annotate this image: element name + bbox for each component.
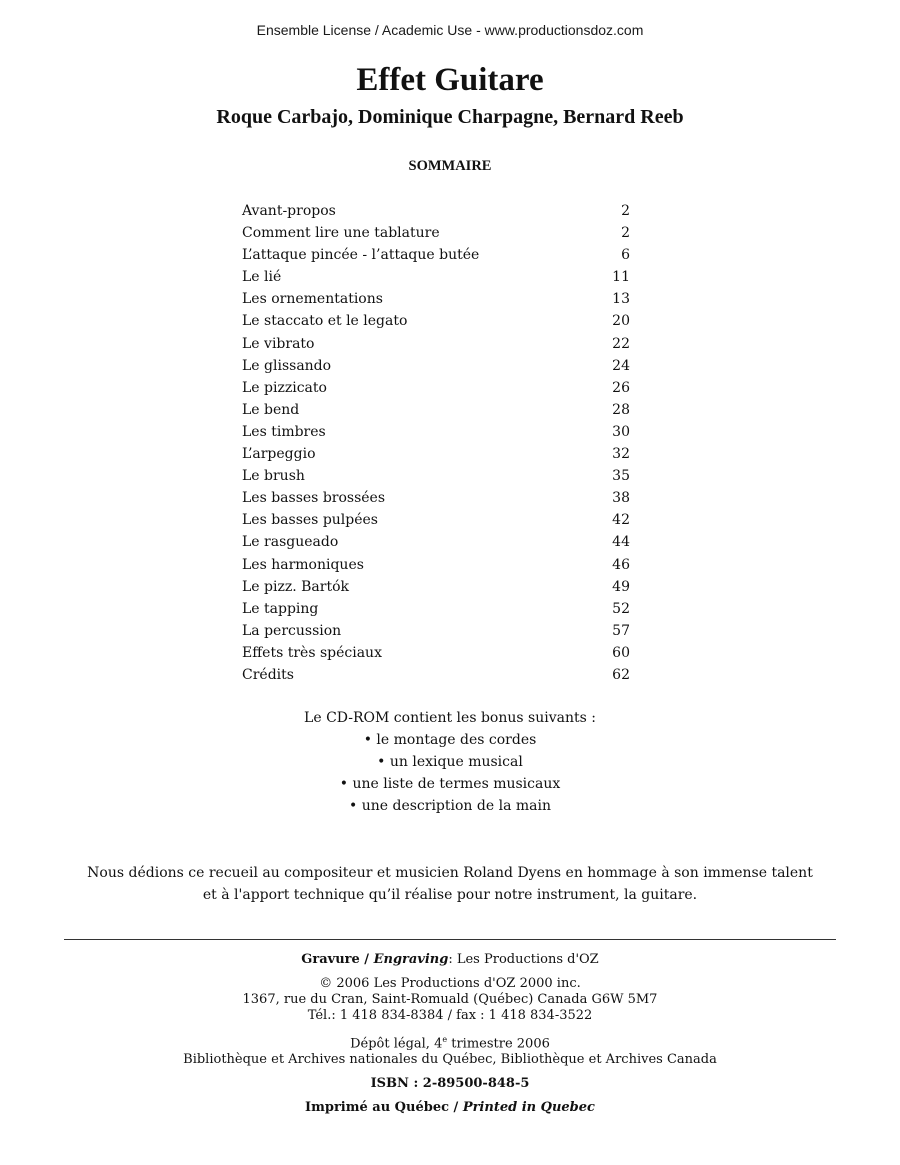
legal-deposit: Dépôt légal, 4e trimestre 2006: [350, 1035, 550, 1052]
toc-entry-page: 60: [612, 644, 630, 661]
toc-entry: [242, 576, 630, 598]
toc-entry-page: 28: [612, 401, 630, 418]
license-header: Ensemble License / Academic Use - www.productionsdoz.com: [256, 22, 644, 38]
cdrom-bonus: • le montage des cordes: [363, 732, 537, 748]
toc-entry-label: Le pizzicato: [242, 379, 327, 396]
table-of-contents: [242, 200, 630, 686]
toc-entry: [242, 288, 630, 310]
toc-entry: [242, 554, 630, 576]
toc-entry-page: 6: [621, 247, 630, 264]
dedication: [0, 862, 900, 906]
toc-entry-label: La percussion: [242, 622, 342, 639]
copyright: © 2006 Les Productions d'OZ 2000 inc.: [319, 976, 581, 991]
credits-block: [0, 952, 900, 1116]
toc-entry: [242, 620, 630, 642]
toc-entry-page: 38: [612, 490, 630, 507]
engraving-label: Gravure /: [301, 952, 374, 967]
toc-entry-label: Le pizz. Bartók: [242, 578, 349, 595]
toc-entry-label: Les basses brossées: [242, 490, 386, 507]
cdrom-intro: Le CD-ROM contient les bonus suivants :: [304, 710, 596, 726]
libraries: Bibliothèque et Archives nationales du Québec, Bibliothèque et Archives Canada: [183, 1052, 717, 1068]
toc-entry-label: Les harmoniques: [242, 556, 364, 573]
toc-entry-label: Les timbres: [242, 423, 326, 440]
book-title: Effet Guitare: [356, 62, 544, 98]
toc-entry: [242, 355, 630, 377]
dedication-line: Nous dédions ce recueil au compositeur et musicien Roland Dyens en hommage à son immense talent: [87, 865, 813, 881]
toc-entry: [242, 310, 630, 332]
toc-entry-label: Le vibrato: [242, 335, 315, 352]
toc-entry: [242, 200, 630, 222]
toc-entry-label: Le glissando: [242, 357, 332, 374]
toc-entry: [242, 531, 630, 553]
isbn: ISBN : 2-89500-848-5: [370, 1076, 530, 1092]
toc-entry-label: Le rasgueado: [242, 534, 339, 551]
toc-entry-label: Les ornementations: [242, 291, 383, 308]
toc-entry: [242, 642, 630, 664]
toc-entry-page: 2: [621, 225, 630, 242]
cdrom-bonus: • une description de la main: [349, 798, 551, 814]
toc-entry-page: 22: [612, 335, 630, 352]
toc-entry-page: 30: [612, 423, 630, 440]
book-authors: Roque Carbajo, Dominique Charpagne, Bernard Reeb: [216, 106, 684, 128]
toc-entry: [242, 509, 630, 531]
toc-entry-page: 42: [612, 512, 630, 529]
toc-entry-page: 11: [612, 269, 630, 286]
toc-entry-page: 52: [612, 600, 630, 617]
contents-heading: SOMMAIRE: [408, 158, 492, 174]
toc-entry-page: 49: [612, 578, 630, 595]
toc-entry-page: 62: [612, 666, 630, 683]
toc-entry-page: 35: [612, 468, 630, 485]
toc-entry-label: Les basses pulpées: [242, 512, 378, 529]
toc-entry-page: 20: [612, 313, 630, 330]
engraving-value: : Les Productions d'OZ: [448, 952, 599, 967]
toc-entry-page: 32: [612, 446, 630, 463]
toc-entry: [242, 399, 630, 421]
toc-entry-page: 26: [612, 379, 630, 396]
toc-entry-page: 24: [612, 357, 630, 374]
toc-entry: [242, 664, 630, 686]
printed-in: Imprimé au Québec / Printed in Quebec: [305, 1100, 595, 1116]
toc-entry-page: 46: [612, 556, 630, 573]
toc-entry: [242, 443, 630, 465]
engraving-en: Engraving: [373, 952, 449, 967]
toc-entry-page: 13: [612, 291, 630, 308]
dedication-line: et à l'apport technique qu’il réalise pour notre instrument, la guitare.: [202, 887, 698, 903]
toc-entry-page: 57: [612, 622, 630, 639]
toc-entry: [242, 222, 630, 244]
toc-entry-label: Le lié: [242, 269, 282, 286]
divider: [64, 939, 836, 940]
toc-entry: [242, 487, 630, 509]
toc-entry-page: 2: [621, 203, 630, 219]
toc-entry-label: Le brush: [242, 468, 305, 485]
toc-entry: [242, 333, 630, 355]
toc-entry: [242, 244, 630, 266]
cdrom-bonus: • un lexique musical: [377, 754, 523, 770]
toc-entry-label: Effets très spéciaux: [242, 644, 382, 661]
toc-entry-label: L’arpeggio: [242, 446, 316, 463]
toc-entry-label: Le staccato et le legato: [242, 313, 408, 330]
phone-fax: Tél.: 1 418 834-8384 / fax : 1 418 834-3522: [307, 1008, 593, 1023]
toc-entry-label: L’attaque pincée - l’attaque butée: [242, 247, 480, 264]
toc-entry-label: Comment lire une tablature: [242, 225, 440, 242]
toc-entry: [242, 266, 630, 288]
cdrom-bonus: • une liste de termes musicaux: [339, 776, 561, 792]
toc-entry: [242, 377, 630, 399]
toc-entry: [242, 465, 630, 487]
toc-entry: [242, 421, 630, 443]
toc-entry: [242, 598, 630, 620]
toc-entry-page: 44: [612, 534, 630, 551]
address: 1367, rue du Cran, Saint-Romuald (Québec) Canada G6W 5M7: [242, 992, 658, 1007]
toc-entry-label: Le bend: [242, 401, 300, 418]
toc-entry-label: Le tapping: [242, 600, 319, 617]
cdrom-section: [0, 707, 900, 817]
toc-entry-label: Crédits: [242, 666, 294, 683]
engraving-line: [0, 952, 900, 968]
toc-entry-label: Avant-propos: [242, 203, 336, 219]
